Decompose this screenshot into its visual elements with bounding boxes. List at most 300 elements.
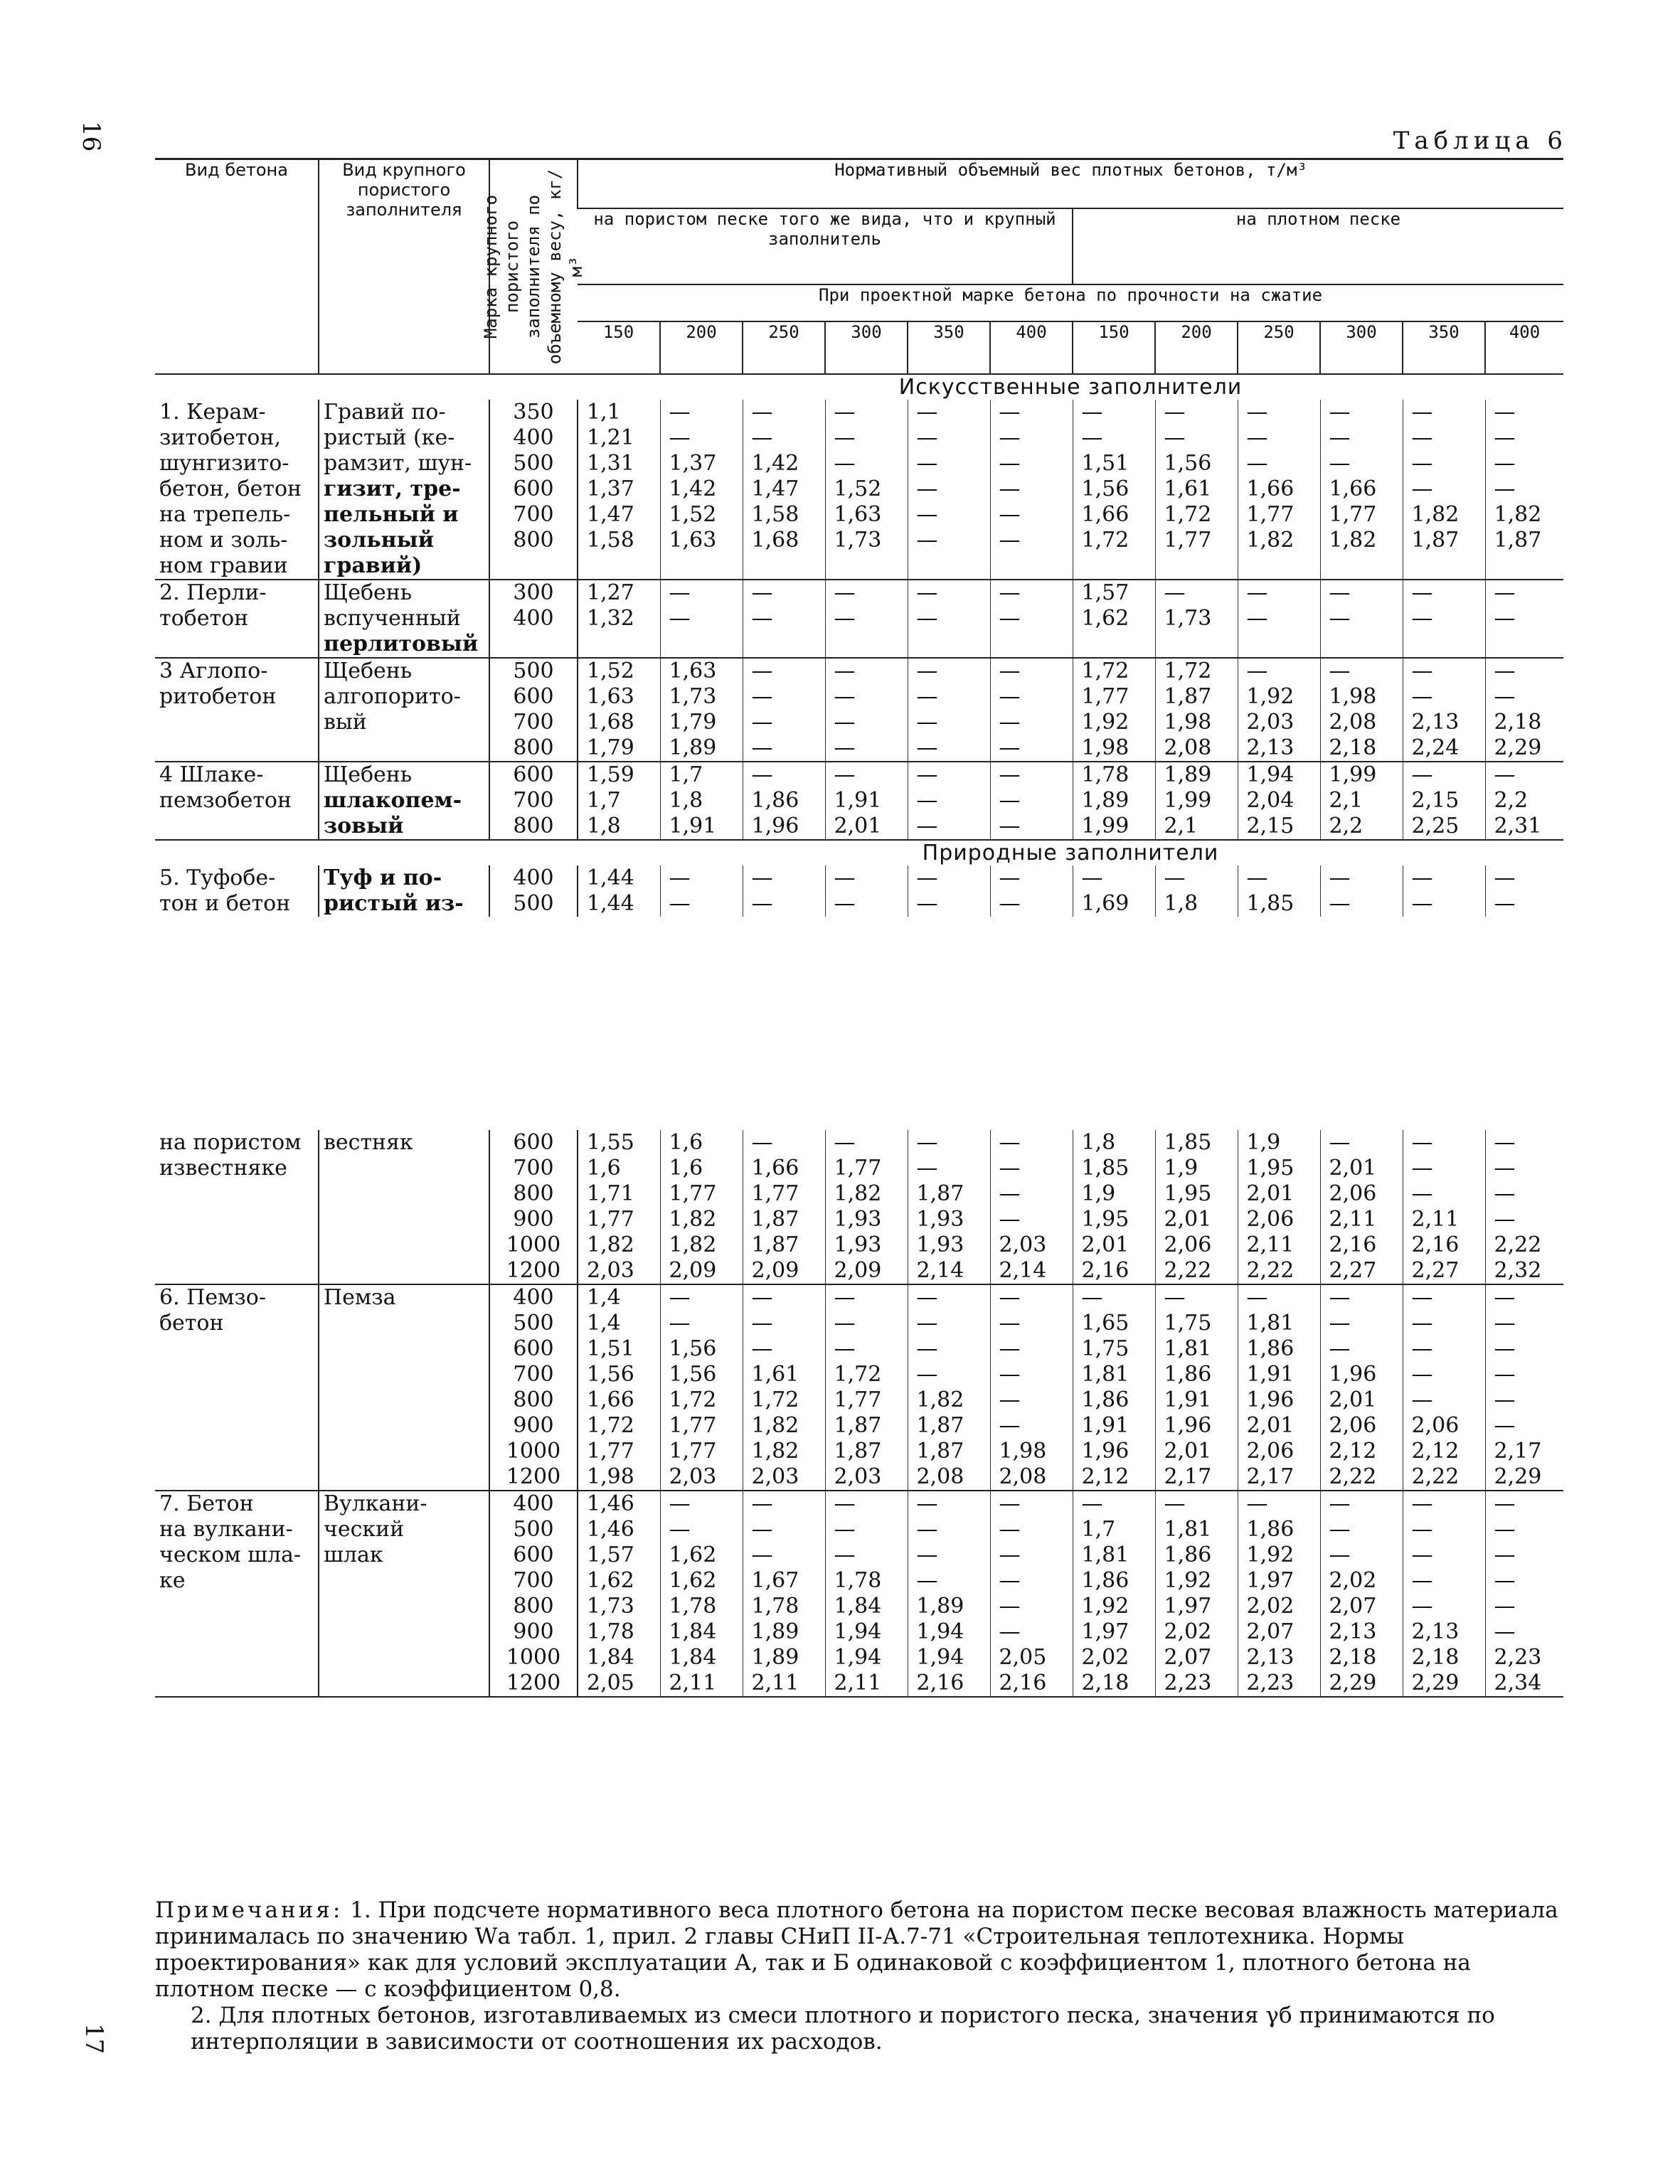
value-cell-line: — — [1246, 400, 1268, 425]
value-cell-line: 1,87 — [1164, 684, 1212, 709]
value-cell-line: — — [1494, 580, 1516, 605]
value-cell-line: — — [751, 1517, 773, 1542]
value-cell — [660, 400, 743, 580]
brand-cell-line: 400 — [513, 606, 554, 631]
brand-cell-line: 600 — [513, 1336, 554, 1361]
value-cell-line: 2,07 — [1246, 1619, 1294, 1644]
value-cell-line: — — [1411, 580, 1433, 605]
value-cell-line: 1,66 — [1081, 502, 1129, 527]
value-cell-line: — — [916, 1517, 938, 1542]
value-cell-line: 1,4 — [587, 1285, 621, 1310]
value-cell-line: — — [916, 502, 938, 527]
value-cell — [578, 580, 660, 658]
value-cell-line: — — [1411, 1517, 1433, 1542]
value-cell-line: 1,87 — [834, 1413, 882, 1438]
value-cell-line: 1,7 — [587, 788, 621, 813]
value-cell-line: 1,68 — [751, 528, 799, 553]
value-cell-line: 1,99 — [1081, 814, 1129, 838]
value-cell-line: 1,77 — [1246, 502, 1294, 527]
header-dense-sand: на плотном песке — [1073, 208, 1563, 284]
value-cell-line: 2,24 — [1411, 735, 1460, 760]
value-cell-line: 2,01 — [834, 814, 882, 838]
brand-cell — [489, 865, 578, 917]
value-cell-line: — — [834, 451, 856, 476]
value-cell — [660, 865, 743, 917]
value-cell-line: 2,02 — [1081, 1645, 1129, 1670]
value-cell-line: — — [751, 1543, 773, 1567]
value-cell-line: — — [1411, 451, 1433, 476]
value-cell-line: — — [1494, 451, 1516, 476]
value-cell-line: 1,91 — [669, 814, 717, 838]
value-cell-line: 1,99 — [1164, 788, 1212, 813]
value-cell-line: 1,47 — [587, 502, 634, 527]
value-cell-line: 1,63 — [669, 659, 717, 683]
grade-header: 250 — [743, 321, 825, 374]
aggregate-type-cell — [319, 865, 489, 917]
value-cell — [743, 400, 825, 580]
brand-cell-line: 400 — [513, 1285, 554, 1310]
value-cell-line: 2,29 — [1494, 735, 1542, 760]
value-cell-line: — — [1411, 865, 1433, 890]
value-cell-line: 2,17 — [1246, 1464, 1294, 1489]
value-cell-line: — — [916, 788, 938, 813]
value-cell — [825, 658, 908, 762]
table-row — [155, 580, 1563, 658]
value-cell-line: — — [916, 1568, 938, 1593]
aggregate-type-cell-line: зовый — [324, 814, 404, 838]
brand-cell-line: 1200 — [506, 1258, 561, 1283]
brand-cell-line: 800 — [513, 1387, 554, 1412]
value-cell-line: 1,79 — [587, 735, 634, 760]
value-cell-line: 1,86 — [751, 788, 799, 813]
value-cell-line: — — [1494, 1311, 1516, 1336]
value-cell-line: — — [999, 1619, 1021, 1644]
value-cell-line: 1,82 — [587, 1232, 634, 1257]
grade-header: 200 — [1155, 321, 1238, 374]
value-cell-line: — — [999, 400, 1021, 425]
value-cell-line: 1,68 — [587, 710, 634, 735]
value-cell-line: 1,73 — [1164, 606, 1212, 631]
value-cell-line: 2,09 — [751, 1258, 799, 1283]
brand-cell-line: 700 — [513, 502, 554, 527]
value-cell — [1238, 658, 1320, 762]
table-row — [155, 400, 1563, 580]
value-cell-line: 2,17 — [1164, 1464, 1212, 1489]
value-cell — [1403, 658, 1485, 762]
value-cell-line: — — [669, 606, 691, 631]
value-cell-line: 1,86 — [1164, 1362, 1212, 1387]
value-cell-line: 2,03 — [669, 1464, 717, 1489]
value-cell-line: 1,92 — [1246, 1543, 1294, 1567]
value-cell-line: 1,27 — [587, 580, 634, 605]
value-cell-line: 2,18 — [1494, 710, 1542, 735]
value-cell-line: 1,96 — [1081, 1439, 1129, 1464]
value-cell-line: 1,7 — [1081, 1517, 1116, 1542]
value-cell-line: — — [999, 1387, 1021, 1412]
value-cell-line: — — [916, 814, 938, 838]
value-cell — [660, 1491, 743, 1697]
brand-cell-line: 600 — [513, 762, 554, 787]
value-cell-line: — — [1494, 425, 1516, 450]
value-cell — [578, 658, 660, 762]
value-cell — [1073, 1284, 1155, 1491]
grade-header: 250 — [1238, 321, 1320, 374]
value-cell-line: — — [999, 1543, 1021, 1567]
value-cell-line: 1,93 — [916, 1207, 964, 1232]
grade-header: 350 — [908, 321, 990, 374]
value-cell-line: — — [999, 891, 1021, 916]
value-cell-line: — — [1411, 1491, 1433, 1516]
value-cell-line: — — [916, 1336, 938, 1361]
value-cell-line: 1,81 — [1081, 1543, 1129, 1567]
value-cell-line: 1,86 — [1164, 1543, 1212, 1567]
grade-header: 300 — [825, 321, 908, 374]
value-cell-line: — — [916, 684, 938, 709]
value-cell-line: 1,82 — [1494, 502, 1542, 527]
value-cell-line: — — [999, 476, 1021, 501]
value-cell-line: — — [1411, 762, 1433, 787]
value-cell-line: — — [999, 1336, 1021, 1361]
value-cell — [990, 658, 1073, 762]
value-cell-line: 1,94 — [916, 1619, 964, 1644]
value-cell-line: — — [1164, 580, 1186, 605]
value-cell-line: — — [916, 1543, 938, 1567]
value-cell-line: — — [751, 762, 773, 787]
value-cell-line: — — [1494, 1413, 1516, 1438]
value-cell-line: 1,89 — [751, 1619, 799, 1644]
value-cell — [743, 762, 825, 840]
value-cell-line: — — [916, 1362, 938, 1387]
value-cell — [1485, 865, 1563, 917]
value-cell-line: — — [1246, 606, 1268, 631]
value-cell-line: — — [834, 865, 856, 890]
aggregate-type-cell-line: Пемза — [324, 1285, 396, 1310]
value-cell-line: 1,89 — [1164, 762, 1212, 787]
value-cell-line: — — [916, 451, 938, 476]
value-cell — [1155, 658, 1238, 762]
value-cell — [1320, 1130, 1403, 1284]
value-cell-line: 1,62 — [669, 1568, 717, 1593]
value-cell-line: — — [999, 1568, 1021, 1593]
value-cell-line: — — [669, 400, 691, 425]
aggregate-type-cell-line: Щебень — [324, 762, 413, 787]
value-cell-line: 1,73 — [669, 684, 717, 709]
brand-cell — [489, 1491, 578, 1697]
value-cell — [660, 762, 743, 840]
concrete-type-cell-line: известняке — [159, 1156, 287, 1181]
value-cell-line: 1,47 — [751, 476, 799, 501]
value-cell-line: 1,93 — [834, 1232, 882, 1257]
value-cell — [1485, 658, 1563, 762]
value-cell-line: 1,82 — [751, 1413, 799, 1438]
concrete-type-cell-line: тобетон — [159, 606, 249, 631]
value-cell-line: 1,78 — [587, 1619, 634, 1644]
value-cell-line: 1,65 — [1081, 1311, 1129, 1336]
value-cell-line: 2,07 — [1164, 1645, 1212, 1670]
value-cell-line: 1,72 — [1164, 502, 1212, 527]
value-cell-line: 2,05 — [999, 1645, 1047, 1670]
grade-header: 150 — [578, 321, 660, 374]
value-cell-line: — — [916, 735, 938, 760]
value-cell-line: 1,96 — [1246, 1387, 1294, 1412]
value-cell-line: — — [999, 1413, 1021, 1438]
value-cell — [908, 580, 990, 658]
value-cell-line: 1,85 — [1164, 1130, 1212, 1155]
value-cell-line: 1,86 — [1081, 1387, 1129, 1412]
value-cell — [1320, 865, 1403, 917]
grade-header: 400 — [1485, 321, 1563, 374]
value-cell-line: 2,08 — [999, 1464, 1047, 1489]
concrete-type-cell-line: шунгизито- — [159, 451, 289, 476]
value-cell-line: — — [999, 788, 1021, 813]
value-cell-line: — — [1411, 476, 1433, 501]
value-cell — [578, 1130, 660, 1284]
value-cell-line: — — [1164, 865, 1186, 890]
value-cell-line: 2,11 — [751, 1671, 799, 1695]
value-cell-line: 1,56 — [669, 1362, 717, 1387]
value-cell-line: — — [1329, 1491, 1351, 1516]
brand-cell-line: 400 — [513, 865, 554, 890]
value-cell-line: 1,85 — [1081, 1156, 1129, 1181]
value-cell — [1238, 1491, 1320, 1697]
value-cell-line: 1,61 — [751, 1362, 799, 1387]
brand-cell — [489, 762, 578, 840]
value-cell-line: — — [999, 425, 1021, 450]
value-cell-line: — — [916, 1491, 938, 1516]
value-cell-line: — — [1494, 476, 1516, 501]
value-cell-line: 1,84 — [587, 1645, 634, 1670]
value-cell-line: 1,98 — [1081, 735, 1129, 760]
value-cell-line: 1,73 — [834, 528, 882, 553]
value-cell-line: 2,02 — [1329, 1568, 1377, 1593]
value-cell — [825, 400, 908, 580]
aggregate-type-cell — [319, 580, 489, 658]
value-cell — [578, 1284, 660, 1491]
value-cell-line: 1,92 — [1164, 1568, 1212, 1593]
value-cell-line: 2,03 — [751, 1464, 799, 1489]
value-cell-line: 1,66 — [1329, 476, 1377, 501]
value-cell-line: 2,02 — [1164, 1619, 1212, 1644]
value-cell — [1403, 580, 1485, 658]
value-cell-line: 2,04 — [1246, 788, 1294, 813]
value-cell-line: 2,01 — [1081, 1232, 1129, 1257]
value-cell-line: 1,46 — [587, 1491, 634, 1516]
value-cell-line: 1,91 — [1164, 1387, 1212, 1412]
concrete-type-cell-line: 2. Перли- — [159, 580, 267, 605]
value-cell — [1320, 1491, 1403, 1697]
value-cell-line: 1,77 — [669, 1413, 717, 1438]
value-cell-line: 1,91 — [1246, 1362, 1294, 1387]
brand-cell-line: 600 — [513, 476, 554, 501]
value-cell-line: 2,16 — [1411, 1232, 1460, 1257]
brand-cell — [489, 580, 578, 658]
value-cell-line: 1,72 — [1164, 659, 1212, 683]
value-cell-line: 1,93 — [916, 1232, 964, 1257]
value-cell-line: 1,95 — [1246, 1156, 1294, 1181]
concrete-type-cell — [155, 400, 319, 580]
value-cell-line: 2,27 — [1329, 1258, 1377, 1283]
value-cell-line: — — [999, 1181, 1021, 1206]
value-cell-line: 1,8 — [1164, 891, 1198, 916]
value-cell — [743, 580, 825, 658]
value-cell-line: — — [999, 1311, 1021, 1336]
value-cell-line: 1,56 — [1081, 476, 1129, 501]
value-cell-line: 1,87 — [834, 1439, 882, 1464]
concrete-type-cell — [155, 1130, 319, 1284]
brand-cell-line: 300 — [513, 580, 554, 605]
value-cell-line: — — [999, 762, 1021, 787]
value-cell-line: 1,82 — [751, 1439, 799, 1464]
concrete-type-cell-line: 4 Шлаке- — [159, 762, 264, 787]
value-cell-line: 1,79 — [669, 710, 717, 735]
aggregate-type-cell-line: вестняк — [324, 1130, 413, 1155]
value-cell-line: 2,01 — [1246, 1181, 1294, 1206]
aggregate-type-cell — [319, 1130, 489, 1284]
value-cell-line: 2,25 — [1411, 814, 1460, 838]
concrete-type-cell — [155, 865, 319, 917]
value-cell-line: 1,55 — [587, 1130, 634, 1155]
value-cell-line: — — [834, 1311, 856, 1336]
concrete-type-cell — [155, 1284, 319, 1491]
brand-cell-line: 1200 — [506, 1671, 561, 1695]
value-cell-line: 1,9 — [1246, 1130, 1281, 1155]
value-cell-line: 1,7 — [669, 762, 703, 787]
value-cell-line: 1,81 — [1246, 1311, 1294, 1336]
value-cell-line: 2,17 — [1494, 1439, 1542, 1464]
value-cell-line: 2,13 — [1411, 1619, 1460, 1644]
value-cell-line: 2,23 — [1494, 1645, 1542, 1670]
grade-header: 200 — [660, 321, 743, 374]
value-cell-line: — — [1246, 1491, 1268, 1516]
value-cell — [1238, 580, 1320, 658]
value-cell-line: — — [1411, 1568, 1433, 1593]
value-cell — [578, 1491, 660, 1697]
brand-cell-line: 700 — [513, 1568, 554, 1593]
value-cell-line: 1,75 — [1164, 1311, 1212, 1336]
value-cell-line: 2,23 — [1164, 1671, 1212, 1695]
value-cell-line: 1,8 — [669, 788, 703, 813]
value-cell-line: 2,2 — [1494, 788, 1529, 813]
value-cell-line: 1,87 — [751, 1232, 799, 1257]
concrete-type-cell-line: пемзобетон — [159, 788, 292, 813]
value-cell-line: — — [1411, 400, 1433, 425]
value-cell-line: — — [1329, 1336, 1351, 1361]
value-cell — [908, 1491, 990, 1697]
value-cell-line: — — [834, 606, 856, 631]
value-cell-line: — — [1246, 865, 1268, 890]
value-cell — [1155, 865, 1238, 917]
value-cell-line: 1,9 — [1164, 1156, 1198, 1181]
value-cell-line: — — [1494, 1181, 1516, 1206]
value-cell — [1403, 400, 1485, 580]
value-cell-line: 1,52 — [587, 659, 634, 683]
brand-cell — [489, 400, 578, 580]
value-cell-line: — — [1494, 659, 1516, 683]
value-cell — [1155, 1284, 1238, 1491]
value-cell-line: 2,11 — [1246, 1232, 1294, 1257]
value-cell-line: 2,08 — [1329, 710, 1377, 735]
section-heading: Природные заполнители — [922, 841, 1219, 865]
value-cell — [1320, 658, 1403, 762]
value-cell-line: 2,13 — [1411, 710, 1460, 735]
concrete-type-cell — [155, 580, 319, 658]
value-cell — [1320, 400, 1403, 580]
value-cell-line: — — [999, 1207, 1021, 1232]
value-cell-line: — — [1411, 659, 1433, 683]
value-cell — [990, 762, 1073, 840]
value-cell-line: 1,87 — [1411, 528, 1460, 553]
value-cell — [908, 1284, 990, 1491]
value-cell-line: 2,06 — [1164, 1232, 1212, 1257]
value-cell-line: 1,86 — [1246, 1336, 1294, 1361]
value-cell-line: — — [1494, 1517, 1516, 1542]
value-cell-line: 1,84 — [669, 1645, 717, 1670]
value-cell-line: 2,22 — [1411, 1464, 1460, 1489]
value-cell-line: 1,84 — [834, 1594, 882, 1619]
value-cell-line: 1,72 — [1081, 528, 1129, 553]
value-cell-line: — — [1081, 400, 1103, 425]
value-cell-line: 2,18 — [1329, 1645, 1377, 1670]
value-cell-line: — — [751, 865, 773, 890]
value-cell-line: — — [1411, 1181, 1433, 1206]
value-cell-line: 1,77 — [1329, 502, 1377, 527]
value-cell-line: 1,96 — [751, 814, 799, 838]
brand-cell — [489, 1130, 578, 1284]
value-cell-line: — — [834, 684, 856, 709]
value-cell-line: 1,78 — [1081, 762, 1129, 787]
value-cell-line: 1,37 — [587, 476, 634, 501]
value-cell-line: 1,77 — [669, 1439, 717, 1464]
value-cell-line: 1,1 — [587, 400, 621, 425]
aggregate-type-cell-line: гравий) — [324, 553, 422, 578]
value-cell-line: 1,66 — [751, 1156, 799, 1181]
value-cell-line: — — [1411, 684, 1433, 709]
value-cell-line: 2,2 — [1329, 814, 1363, 838]
value-cell-line: 1,81 — [1164, 1336, 1212, 1361]
value-cell-line: — — [669, 425, 691, 450]
value-cell-line: — — [1164, 1285, 1186, 1310]
value-cell-line: 2,31 — [1494, 814, 1542, 838]
table-row — [155, 1491, 1563, 1697]
value-cell-line: 1,72 — [834, 1362, 882, 1387]
concrete-type-cell-line: 5. Туфобе- — [159, 865, 276, 890]
value-cell-line: 1,69 — [1081, 891, 1129, 916]
value-cell-line: — — [751, 606, 773, 631]
brand-cell — [489, 658, 578, 762]
concrete-type-cell-line: бетон, бетон — [159, 476, 302, 501]
value-cell-line: 2,16 — [1329, 1232, 1377, 1257]
value-cell-line: — — [751, 735, 773, 760]
brand-cell-line: 700 — [513, 1156, 554, 1181]
value-cell-line: 1,77 — [1081, 684, 1129, 709]
table-row — [155, 658, 1563, 762]
value-cell-line: — — [1081, 1285, 1103, 1310]
value-cell-line: — — [1494, 762, 1516, 787]
value-cell-line: 1,86 — [1246, 1517, 1294, 1542]
value-cell-line: — — [1494, 1491, 1516, 1516]
value-cell-line: — — [1081, 865, 1103, 890]
value-cell-line: 2,15 — [1411, 788, 1460, 813]
value-cell — [908, 400, 990, 580]
value-cell-line: — — [1329, 865, 1351, 890]
concrete-type-cell-line: ческом шла- — [159, 1543, 302, 1567]
value-cell-line: — — [669, 580, 691, 605]
value-cell — [1485, 580, 1563, 658]
value-cell-line: 2,16 — [999, 1671, 1047, 1695]
value-cell-line: — — [999, 1130, 1021, 1155]
value-cell-line: 1,87 — [916, 1439, 964, 1464]
value-cell-line: — — [1164, 1491, 1186, 1516]
